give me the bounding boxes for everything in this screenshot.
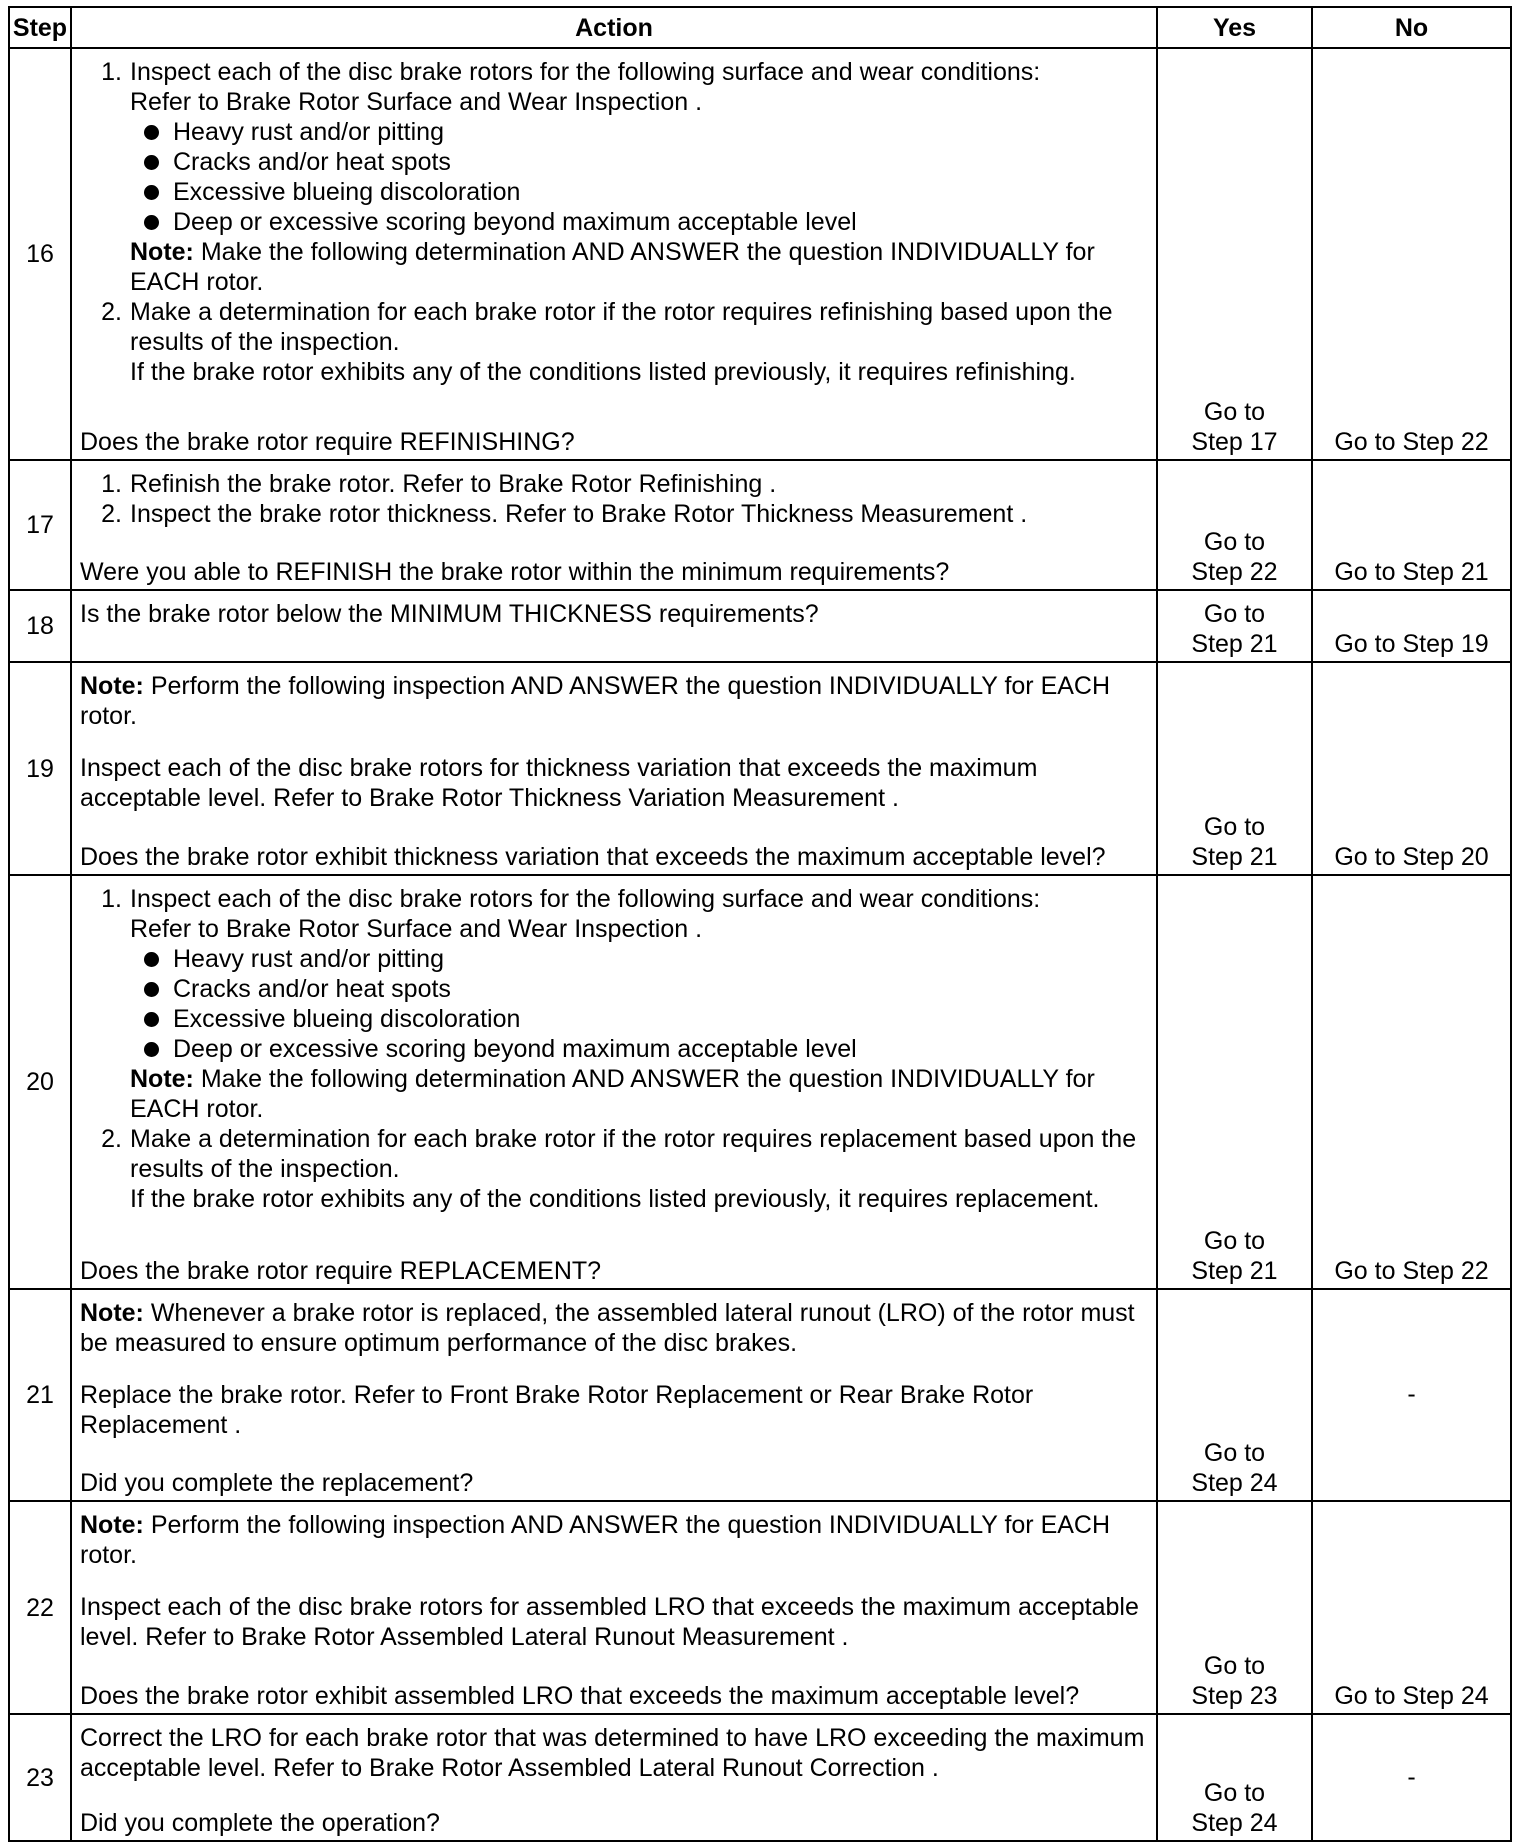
step-number: 19: [9, 662, 71, 875]
step-number: 22: [9, 1501, 71, 1714]
action-text: If the brake rotor exhibits any of the conditions listed previously, it requires refinishing.: [130, 358, 1076, 386]
action-text: Replacement .: [80, 1411, 242, 1439]
action-cell: [71, 590, 1157, 662]
action-text: Make a determination for each brake rotor if the rotor requires refinishing based upon the: [130, 298, 1113, 326]
question-text: Were you able to REFINISH the brake rotor within the minimum requirements?: [80, 558, 950, 586]
yes-step: Step 23: [1191, 1682, 1278, 1710]
condition-item: Cracks and/or heat spots: [173, 975, 451, 1003]
yes-step: Step 17: [1191, 428, 1278, 456]
action-text: acceptable level. Refer to Brake Rotor Assembled Lateral Runout Correction .: [80, 1754, 939, 1782]
no-cell: Go to Step 21: [1312, 460, 1511, 590]
table-row: [9, 1714, 1511, 1841]
yes-cell: [1157, 1289, 1312, 1501]
action-text: Inspect each of the disc brake rotors for the following surface and wear conditions:: [130, 58, 1041, 86]
reference-text: Refer to Brake Rotor Surface and Wear Inspection .: [130, 88, 703, 116]
yes-cell: [1157, 1714, 1312, 1841]
reference-text: Refer to Brake Rotor Surface and Wear Inspection .: [130, 915, 703, 943]
no-cell: -: [1312, 1289, 1511, 1501]
note-text: rotor.: [80, 1541, 137, 1569]
yes-cell: [1157, 460, 1312, 590]
bullet-icon: [144, 982, 159, 997]
yes-text: Go to: [1203, 528, 1266, 556]
note-text: Perform the following inspection AND ANSWER the question INDIVIDUALLY for EACH: [143, 672, 1111, 700]
yes-cell: [1157, 875, 1312, 1289]
question-text: Does the brake rotor require REFINISHING?: [80, 428, 575, 456]
action-cell: [71, 1289, 1157, 1501]
yes-cell: [1157, 662, 1312, 875]
question-text: Did you complete the operation?: [80, 1809, 440, 1837]
step-number: 23: [9, 1714, 71, 1841]
action-text: acceptable level. Refer to Brake Rotor Thickness Variation Measurement .: [80, 784, 899, 812]
yes-text: Go to: [1203, 1439, 1266, 1467]
action-cell: 1. Inspect each of the disc brake rotors for the following surface and wear conditions: Refer to Brake Rotor Surface and Wear Inspection . Heavy rust and/or pitting Cracks and/or heat spots Excessive blueing discoloration Deep or excessive scoring beyond maximum acceptable level Note: Make the following determination AND ANSWER the question INDIVIDUALLY for EACH rotor. 2. Make a determination for each brake rotor if the rotor requires replacement based upon the results of the inspection. If the brake rotor exhibits any of the conditions listed previously, it requires replacement. Does the brake rotor require REPLACEMENT?: [71, 875, 1157, 1289]
condition-item: Deep or excessive scoring beyond maximum acceptable level: [173, 208, 857, 236]
table-row: [9, 1289, 1511, 1501]
bullet-icon: [144, 185, 159, 200]
condition-item: Excessive blueing discoloration: [173, 178, 521, 206]
action-cell: 1. Refinish the brake rotor. Refer to Brake Rotor Refinishing . 2. Inspect the brake rotor thickness. Refer to Brake Rotor Thickness Measurement . Were you able to REFINISH the brake rotor within the minimum requirements?: [71, 460, 1157, 590]
question-text: Does the brake rotor require REPLACEMENT?: [80, 1257, 602, 1285]
header-action: Action: [71, 7, 1157, 48]
table-row: [9, 662, 1511, 875]
action-text: Correct the LRO for each brake rotor that was determined to have LRO exceeding the maximum: [80, 1724, 1145, 1752]
condition-item: Excessive blueing discoloration: [173, 1005, 521, 1033]
no-cell: Go to Step 19: [1312, 590, 1511, 662]
note-text: EACH rotor.: [130, 1095, 264, 1123]
yes-text: Go to: [1203, 1779, 1266, 1807]
note-label: Note:: [80, 1299, 144, 1327]
note-label: Note:: [130, 1065, 194, 1093]
condition-item: Heavy rust and/or pitting: [173, 945, 444, 973]
yes-step: Step 21: [1191, 630, 1278, 658]
bullet-icon: [144, 155, 159, 170]
bullet-icon: [144, 215, 159, 230]
no-cell: Go to Step 22: [1312, 875, 1511, 1289]
yes-text: Go to: [1203, 398, 1266, 426]
table-row: [9, 590, 1511, 662]
action-text: Inspect each of the disc brake rotors for thickness variation that exceeds the maximum: [80, 754, 1038, 782]
note-text: Make the following determination AND ANSWER the question INDIVIDUALLY for: [193, 1065, 1095, 1093]
question-text: Did you complete the replacement?: [80, 1469, 474, 1497]
bullet-icon: [144, 1042, 159, 1057]
action-text: Inspect each of the disc brake rotors for the following surface and wear conditions:: [130, 885, 1041, 913]
step-number: 17: [9, 460, 71, 590]
yes-step: Step 21: [1191, 843, 1278, 871]
yes-text: Go to: [1203, 813, 1266, 841]
diagnostic-table: [8, 6, 1512, 1842]
no-cell: Go to Step 20: [1312, 662, 1511, 875]
action-cell: [71, 1501, 1157, 1714]
yes-cell: [1157, 1501, 1312, 1714]
bullet-icon: [144, 952, 159, 967]
condition-item: Cracks and/or heat spots: [173, 148, 451, 176]
step-number: 16: [9, 48, 71, 460]
table-row: [9, 48, 1511, 460]
table-row: [9, 1501, 1511, 1714]
yes-step: Step 22: [1191, 558, 1278, 586]
yes-text: Go to: [1203, 1227, 1266, 1255]
step-number: 21: [9, 1289, 71, 1501]
no-cell: -: [1312, 1714, 1511, 1841]
question-text: Does the brake rotor exhibit thickness variation that exceeds the maximum acceptable level?: [80, 843, 1106, 871]
table-row: [9, 460, 1511, 590]
step-number: 18: [9, 590, 71, 662]
note-text: Whenever a brake rotor is replaced, the assembled lateral runout (LRO) of the rotor must: [143, 1299, 1135, 1327]
note-text: Make the following determination AND ANSWER the question INDIVIDUALLY for: [193, 238, 1095, 266]
action-text: Inspect each of the disc brake rotors for assembled LRO that exceeds the maximum acceptable: [80, 1593, 1139, 1621]
note-label: Note:: [80, 1511, 144, 1539]
action-text: results of the inspection.: [130, 328, 400, 356]
action-text: Replace the brake rotor. Refer to Front Brake Rotor Replacement or Rear Brake Rotor: [80, 1381, 1034, 1409]
header-yes: Yes: [1157, 7, 1312, 48]
action-text: level. Refer to Brake Rotor Assembled Lateral Runout Measurement .: [80, 1623, 849, 1651]
header-row: [9, 7, 1511, 48]
yes-step: Step 24: [1191, 1809, 1278, 1837]
action-cell: [71, 662, 1157, 875]
yes-text: Go to: [1203, 1652, 1266, 1680]
note-label: Note:: [130, 238, 194, 266]
yes-cell: [1157, 48, 1312, 460]
action-text: results of the inspection.: [130, 1155, 400, 1183]
action-text: Inspect the brake rotor thickness. Refer to Brake Rotor Thickness Measurement .: [130, 500, 1028, 528]
note-text: EACH rotor.: [130, 268, 264, 296]
action-text: If the brake rotor exhibits any of the conditions listed previously, it requires replacement.: [130, 1185, 1100, 1213]
no-cell: Go to Step 22: [1312, 48, 1511, 460]
bullet-icon: [144, 125, 159, 140]
note-text: rotor.: [80, 702, 137, 730]
yes-step: Step 21: [1191, 1257, 1278, 1285]
condition-item: Deep or excessive scoring beyond maximum acceptable level: [173, 1035, 857, 1063]
action-cell: [71, 1714, 1157, 1841]
question-text: Is the brake rotor below the MINIMUM THICKNESS requirements?: [80, 600, 819, 628]
no-cell: Go to Step 24: [1312, 1501, 1511, 1714]
note-text: be measured to ensure optimum performance of the disc brakes.: [80, 1329, 798, 1357]
condition-item: Heavy rust and/or pitting: [173, 118, 444, 146]
yes-cell: [1157, 590, 1312, 662]
action-text: Refinish the brake rotor. Refer to Brake Rotor Refinishing .: [130, 470, 777, 498]
action-cell: 1. Inspect each of the disc brake rotors for the following surface and wear conditions: Refer to Brake Rotor Surface and Wear Inspection . Heavy rust and/or pitting Cracks and/or heat spots Excessive blueing discoloration Deep or excessive scoring beyond maximum acceptable level Note: Make the following determination AND ANSWER the question INDIVIDUALLY for EACH rotor. 2. Make a determination for each brake rotor if the rotor requires refinishing based upon the results of the inspection. If the brake rotor exhibits any of the conditions listed previously, it requires refinishing. Does the brake rotor require REFINISHING?: [71, 48, 1157, 460]
table-row: [9, 875, 1511, 1289]
note-label: Note:: [80, 672, 144, 700]
step-number: 20: [9, 875, 71, 1289]
note-text: Perform the following inspection AND ANSWER the question INDIVIDUALLY for EACH: [143, 1511, 1111, 1539]
yes-text: Go to: [1203, 600, 1266, 628]
header-no: No: [1312, 7, 1511, 48]
question-text: Does the brake rotor exhibit assembled LRO that exceeds the maximum acceptable level?: [80, 1682, 1080, 1710]
yes-step: Step 24: [1191, 1469, 1278, 1497]
header-step: Step: [9, 7, 71, 48]
action-text: Make a determination for each brake rotor if the rotor requires replacement based upon the: [130, 1125, 1137, 1153]
bullet-icon: [144, 1012, 159, 1027]
